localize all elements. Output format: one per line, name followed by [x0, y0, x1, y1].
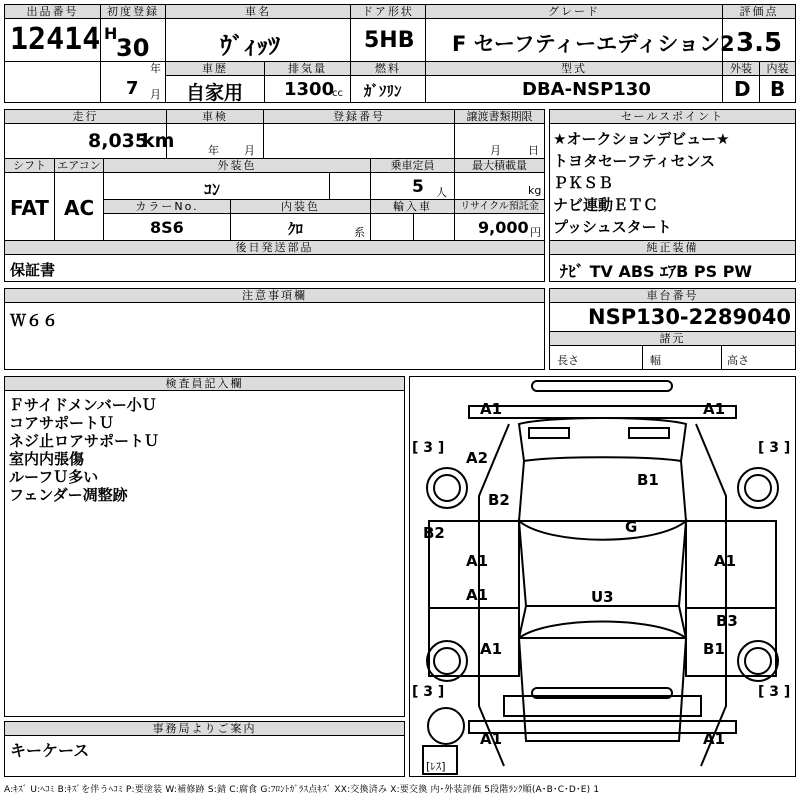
office-header: 事務局よりご案内 [4, 721, 405, 736]
recycle: 9,000 [478, 218, 529, 237]
mark-hood-center: B1 [637, 471, 659, 489]
capacity-unit: 人 [436, 186, 447, 199]
mark-fender-left: B2 [488, 491, 510, 509]
mark-fr-bumper: A1 [703, 400, 726, 418]
legend: A:ｷｽﾞ U:ﾍｺﾐ B:ｷｽﾞを伴うﾍｺﾐ P:要塗装 W:補修跡 S:錆 C:腐食 G:ﾌﾛﾝﾄｶﾞﾗｽ点ｷｽﾞ XX:交換済み X:要交換 内･外装評価 5段階ﾗﾝｸ順(A･B･C･D･E) 1 [4, 785, 600, 795]
tire-rl-label: [ 3 ] [412, 684, 445, 700]
year: 30 [116, 34, 150, 62]
height-label: 高さ [727, 354, 749, 367]
color-no-header: カラーNo. [103, 199, 231, 214]
mark-door-fl: B2 [423, 524, 445, 542]
front-bumper-outline [532, 381, 672, 391]
year-unit: 年 [150, 62, 161, 75]
car-diagram [409, 376, 796, 777]
sales-point-item: トヨタセーフティセンス [553, 152, 716, 170]
model-header: 型式 [425, 61, 723, 76]
fuel-header: 燃料 [350, 61, 426, 76]
mark-roof-center: U3 [591, 588, 614, 606]
ac-header: エアコン [54, 158, 104, 173]
ext-color-header: 外装色 [103, 158, 371, 173]
inspection-year-unit: 年 [208, 144, 219, 157]
ac: AC [64, 196, 95, 220]
grade-header: グレード [425, 4, 723, 19]
sales-point-item: プッシュスタート [553, 218, 672, 236]
import-cell-2 [413, 213, 455, 241]
inspector-note: Ｆサイドメンバー小Ｕ [9, 396, 157, 414]
era: H [104, 24, 118, 43]
mileage-header: 走行 [4, 109, 167, 124]
inspection-header: 車検 [166, 109, 264, 124]
tire-fr-label: [ 3 ] [758, 440, 791, 456]
max-load-unit: kg [528, 184, 542, 197]
import-header: 輸入車 [370, 199, 455, 214]
headlight-outline [529, 428, 669, 438]
mark-door-l1: A1 [466, 552, 489, 570]
rear-panel-outline [469, 721, 736, 733]
equipment-header: 純正装備 [549, 240, 796, 255]
mark-fl-bumper: A1 [480, 400, 503, 418]
grade: F セーフティーエディション2 [452, 32, 735, 56]
chassis-header: 車台番号 [549, 288, 796, 303]
mark-rear-right: B1 [703, 640, 725, 658]
shift-header: シフト [4, 158, 55, 173]
mileage-unit: km [142, 130, 175, 152]
history: 自家用 [186, 82, 244, 104]
interior: B [770, 77, 786, 101]
transfer-day-unit: 日 [528, 144, 539, 157]
model: DBA-NSP130 [522, 79, 651, 100]
width-label: 幅 [650, 354, 661, 367]
equipment-items: ﾅﾋﾞ TV ABS ｴｱB PS PW [560, 262, 753, 281]
front-panel-outline [469, 406, 736, 418]
later: 保証書 [10, 261, 56, 279]
windshield-outline [519, 418, 686, 461]
capacity-header: 乗車定員 [370, 158, 455, 173]
mark-rr-bumper-right: A1 [703, 730, 726, 748]
inspector-note: ルーフＵ多い [9, 468, 99, 486]
ext-color-cell-2 [329, 172, 371, 200]
mark-rear-left: A1 [480, 640, 503, 658]
displacement-header: 排気量 [264, 61, 351, 76]
history-header: 車歴 [165, 61, 265, 76]
mark-rr-bumper-left: A1 [480, 730, 503, 748]
transfer-header: 譲渡書類期限 [454, 109, 545, 124]
color-no: 8S6 [150, 218, 184, 237]
tire-spare [428, 708, 464, 744]
max-load-header: 最大積載量 [454, 158, 545, 173]
fuel: ｶﾞｿﾘﾝ [364, 82, 402, 100]
inspector-note: ネジ止ロアサポートＵ [9, 432, 160, 450]
tire-fl-label: [ 3 ] [412, 440, 445, 456]
later-cell [4, 254, 545, 282]
later-header: 後日発送部品 [4, 240, 545, 255]
lot-cell-lower [4, 61, 101, 103]
inspector-note: フェンダー凋整跡 [9, 486, 128, 504]
office-text: キーケース [10, 741, 90, 760]
capacity: 5 [412, 177, 424, 197]
score: 3.5 [736, 28, 783, 58]
first-reg-header: 初度登録 [100, 4, 166, 19]
displacement: 1300 [284, 79, 335, 100]
inspection-month-unit: 月 [244, 144, 255, 157]
notes-header: 注意事項欄 [4, 288, 545, 303]
displacement-unit: cc [332, 88, 343, 99]
sales-point-item: ★オークションデビュー★ [553, 130, 730, 148]
notes-text: Ｗ６６ [10, 311, 59, 330]
mark-door-r1: A1 [714, 552, 737, 570]
notes-cell [4, 302, 545, 370]
chassis-number: NSP130-2289040 [588, 305, 791, 329]
lot-number: 12414 [10, 22, 101, 57]
specs-header: 諸元 [549, 331, 796, 346]
rear-roof-outline [519, 622, 686, 742]
import-cell [370, 213, 414, 241]
inspector-note: 室内内張傷 [9, 450, 85, 468]
mileage: 8,035 [88, 130, 149, 152]
car-name: ｳﾞｨｯﾂ [220, 32, 280, 60]
int-color-header: 内装色 [230, 199, 371, 214]
door: 5HB [364, 28, 415, 53]
int-color-unit: 系 [354, 226, 365, 239]
sales-point-item: ナビ連動ＥＴＣ [553, 196, 659, 214]
score-header: 評価点 [722, 4, 796, 19]
sales-points-header: セールスポイント [549, 109, 796, 124]
mark-door-r2: B3 [716, 612, 738, 630]
reg-cell [263, 123, 455, 159]
exterior: D [734, 77, 751, 101]
inspector-header: 検査員記入欄 [4, 376, 405, 391]
recycle-unit: 円 [530, 226, 541, 239]
inspector-note: コアサポートＵ [9, 414, 115, 432]
lot-header: 出品番号 [4, 4, 101, 19]
sales-point-item: ＰＫＳＢ [553, 174, 614, 192]
mark-roof: G [625, 518, 638, 536]
door-header: ドア形状 [350, 4, 426, 19]
length-label: 長さ [557, 354, 579, 367]
month-unit: 月 [150, 88, 161, 101]
reg-header: 登録番号 [263, 109, 455, 124]
recycle-header: リサイクル預託金 [454, 199, 545, 214]
month: 7 [126, 78, 139, 99]
int-color: ｸﾛ [288, 220, 304, 238]
tire-rr-label: [ 3 ] [758, 684, 791, 700]
mark-door-l2: A1 [466, 586, 489, 604]
car-name-header: 車名 [165, 4, 351, 19]
transfer-month-unit: 月 [490, 144, 501, 157]
exterior-header: 外装 [722, 61, 760, 76]
hood-outline [519, 461, 686, 521]
tire-spare-label: [ﾚｽ] [426, 760, 446, 773]
mark-hood-left: A2 [466, 449, 489, 467]
interior-header: 内装 [759, 61, 796, 76]
shift: FAT [10, 196, 49, 220]
ext-color: ｺﾝ [204, 180, 221, 199]
